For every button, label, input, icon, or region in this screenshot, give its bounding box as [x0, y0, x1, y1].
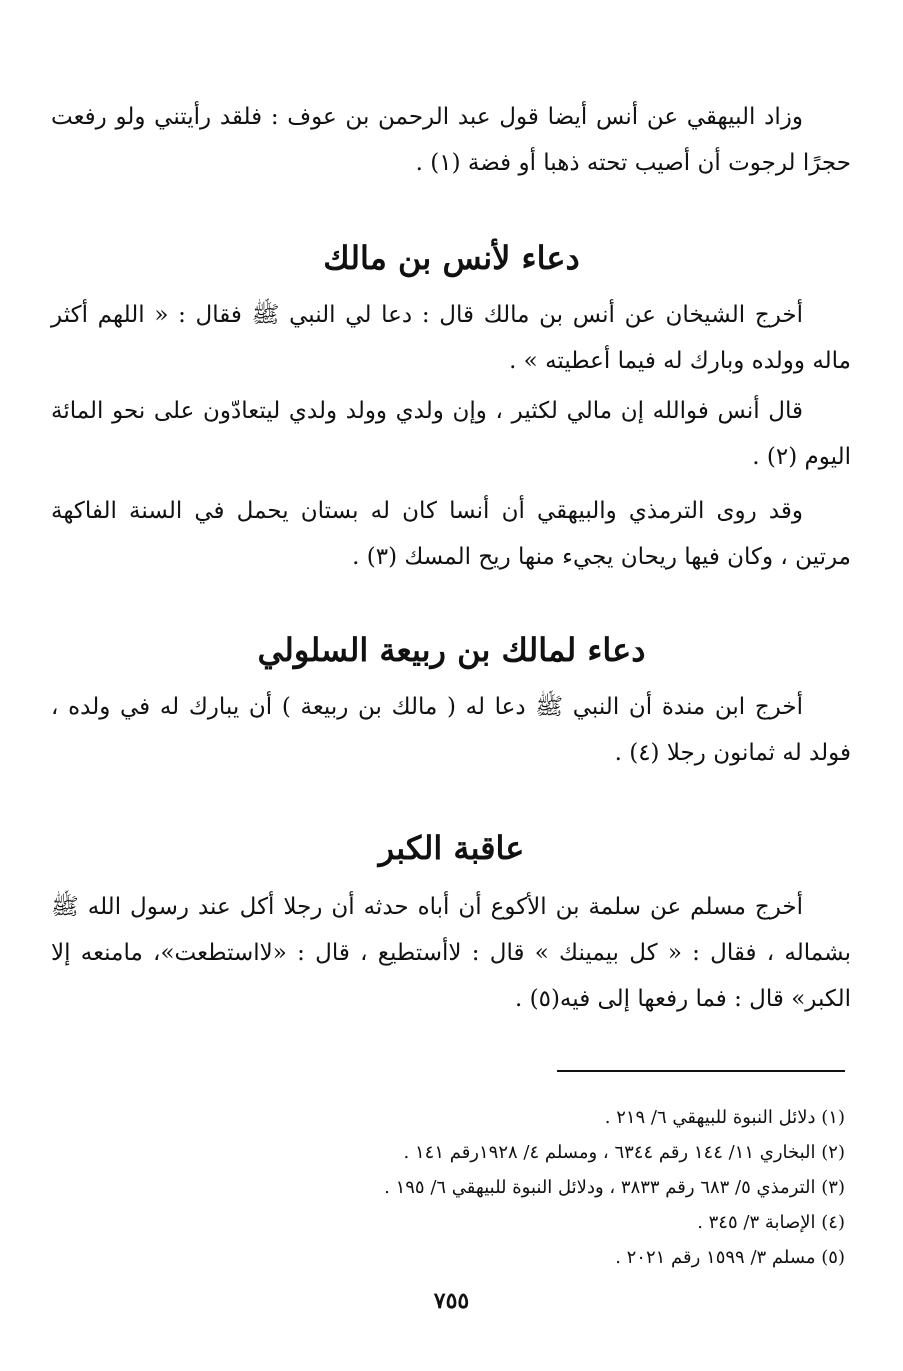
- paragraph-text: وقد روى الترمذي والبيهقي أن أنسا كان له بستان يحمل في السنة الفاكهة مرتين ، وكان فيها ريحان يجيء منها ريح المسك (٣) .: [51, 498, 851, 570]
- paragraph-arrogance-story: [51, 884, 851, 1022]
- paragraph-text: قال أنس فوالله إن مالي لكثير ، وإن ولدي وولد ولدي ليتعادّون على نحو المائة اليوم (٢) .: [51, 398, 851, 470]
- footnotes-list: [65, 1100, 845, 1275]
- paragraph-anas-garden: [51, 488, 851, 580]
- section-heading-anas: دعاء لأنس بن مالك: [323, 239, 580, 277]
- paragraph-text: أخرج الشيخان عن أنس بن مالك قال : دعا لي النبي ﷺ فقال : « اللهم أكثر ماله وولده وبارك له فيما أعطيته » .: [51, 302, 851, 374]
- paragraph-anas-prayer: [51, 292, 851, 384]
- footnote-item: (٣) الترمذي ٥/ ٦٨٣ رقم ٣٨٣٣ ، ودلائل النبوة للبيهقي ٦/ ١٩٥ .: [384, 1177, 845, 1198]
- footnote-separator: [557, 1070, 845, 1072]
- paragraph-text: أخرج مسلم عن سلمة بن الأكوع أن أباه حدثه أن رجلا أكل عند رسول الله ﷺ بشماله ، فقال : « كل بيمينك » قال : لاأستطيع ، قال : «لااستطعت»، مامنعه إلا الكبر» قال : فما رفعها إلى فيه(٥) .: [51, 894, 851, 1012]
- paragraph-anas-wealth: [51, 388, 851, 480]
- section-heading-arrogance: عاقبة الكبر: [378, 829, 525, 867]
- paragraph-text: وزاد البيهقي عن أنس أيضا قول عبد الرحمن بن عوف : فلقد رأيتني ولو رفعت حجرًا لرجوت أن أصيب تحته ذهبا أو فضة (١) .: [51, 104, 851, 176]
- paragraph-text: أخرج ابن مندة أن النبي ﷺ دعا له ( مالك بن ربيعة ) أن يبارك له في ولده ، فولد له ثمانون رجلا (٤) .: [51, 694, 851, 766]
- footnote-item: (٥) مسلم ٣/ ١٥٩٩ رقم ٢٠٢١ .: [615, 1247, 845, 1268]
- footnote-item: (١) دلائل النبوة للبيهقي ٦/ ٢١٩ .: [604, 1107, 845, 1128]
- footnote-item: (٢) البخاري ١١/ ١٤٤ رقم ٦٣٤٤ ، ومسلم ٤/ ١٩٢٨رقم ١٤١ .: [403, 1142, 845, 1163]
- section-heading-malik: دعاء لمالك بن ربيعة السلولي: [257, 631, 646, 669]
- footnote-item: (٤) الإصابة ٣/ ٣٤٥ .: [697, 1212, 845, 1233]
- page-number: ٧٥٥: [433, 1288, 470, 1314]
- paragraph-malik-prayer: [51, 684, 851, 776]
- paragraph-bayhaqi-addition: [51, 94, 851, 186]
